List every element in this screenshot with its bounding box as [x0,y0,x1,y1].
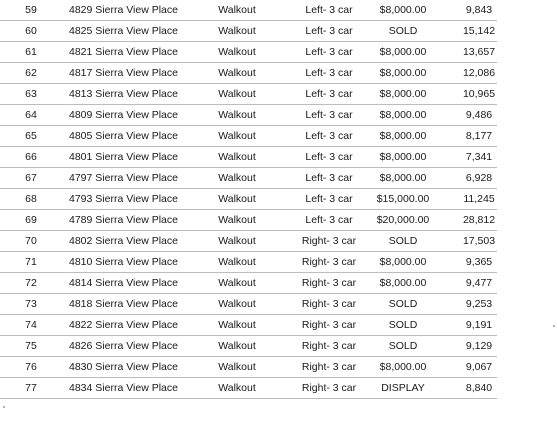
garage-orientation: Right- 3 car [301,235,357,247]
lot-address: 4817 Sierra View Place [69,67,178,79]
lot-type: Walkout [218,46,256,58]
lot-number: 64 [25,109,37,121]
scan-speck [3,406,5,408]
garage-orientation: Right- 3 car [301,382,357,394]
lot-price: DISPLAY [381,382,425,394]
table-row [0,126,497,147]
table-row [0,294,497,315]
scan-speck [553,325,555,327]
table-row [0,84,497,105]
lot-price: $8,000.00 [379,88,427,100]
lot-address: 4813 Sierra View Place [69,88,178,100]
lot-size: 13,657 [462,46,496,58]
garage-orientation: Left- 3 car [305,214,353,226]
lot-price: SOLD [388,319,418,331]
lot-price: $8,000.00 [379,277,427,289]
lot-type: Walkout [218,130,256,142]
lot-type: Walkout [218,340,256,352]
lot-address: 4834 Sierra View Place [69,382,178,394]
lot-size: 10,965 [462,88,496,100]
lot-number: 74 [25,319,37,331]
lot-type: Walkout [218,172,256,184]
lot-size: 6,928 [465,172,493,184]
lot-number: 77 [25,382,37,394]
lot-size: 9,486 [465,109,493,121]
garage-orientation: Left- 3 car [305,130,353,142]
lot-number: 73 [25,298,37,310]
lot-size: 17,503 [462,235,496,247]
lot-number: 70 [25,235,37,247]
lot-address: 4797 Sierra View Place [69,172,178,184]
table-row [0,231,497,252]
lot-type: Walkout [218,256,256,268]
table-row [0,252,497,273]
lot-price: $8,000.00 [379,151,427,163]
lot-address: 4801 Sierra View Place [69,151,178,163]
lot-type: Walkout [218,151,256,163]
lot-type: Walkout [218,382,256,394]
lot-address: 4802 Sierra View Place [69,235,178,247]
garage-orientation: Right- 3 car [301,298,357,310]
lot-address: 4830 Sierra View Place [69,361,178,373]
lot-address: 4810 Sierra View Place [69,256,178,268]
garage-orientation: Left- 3 car [305,193,353,205]
lot-size: 8,177 [465,130,493,142]
table-row [0,105,497,126]
lot-number: 75 [25,340,37,352]
lot-number: 66 [25,151,37,163]
garage-orientation: Left- 3 car [305,4,353,16]
lot-price: $8,000.00 [379,67,427,79]
lot-type: Walkout [218,277,256,289]
lot-price: $20,000.00 [376,214,430,226]
lot-address: 4818 Sierra View Place [69,298,178,310]
lot-size: 12,086 [462,67,496,79]
lot-price: $8,000.00 [379,130,427,142]
lot-address: 4822 Sierra View Place [69,319,178,331]
lot-address: 4809 Sierra View Place [69,109,178,121]
lot-price: $8,000.00 [379,4,427,16]
garage-orientation: Left- 3 car [305,46,353,58]
lot-price: SOLD [388,25,418,37]
lot-size: 15,142 [462,25,496,37]
table-row [0,42,497,63]
garage-orientation: Left- 3 car [305,151,353,163]
table-row [0,0,497,21]
lot-price: SOLD [388,235,418,247]
lot-type: Walkout [218,25,256,37]
garage-orientation: Right- 3 car [301,277,357,289]
lot-size: 9,477 [465,277,493,289]
lot-size: 9,067 [465,361,493,373]
lot-address: 4829 Sierra View Place [69,4,178,16]
lot-number: 72 [25,277,37,289]
garage-orientation: Left- 3 car [305,67,353,79]
table-row [0,210,497,231]
table-row [0,63,497,84]
lot-number: 69 [25,214,37,226]
lot-size: 8,840 [465,382,493,394]
lot-price: $8,000.00 [379,256,427,268]
lot-type: Walkout [218,67,256,79]
lot-type: Walkout [218,4,256,16]
garage-orientation: Right- 3 car [301,340,357,352]
lot-number: 62 [25,67,37,79]
garage-orientation: Right- 3 car [301,361,357,373]
lot-size: 9,253 [465,298,493,310]
table-row [0,147,497,168]
lot-number: 59 [25,4,37,16]
lot-price: $8,000.00 [379,361,427,373]
garage-orientation: Left- 3 car [305,172,353,184]
lot-price: $8,000.00 [379,46,427,58]
lot-size: 28,812 [462,214,496,226]
lot-price: SOLD [388,298,418,310]
garage-orientation: Left- 3 car [305,88,353,100]
lot-price: $15,000.00 [376,193,430,205]
lot-size: 9,129 [465,340,493,352]
garage-orientation: Left- 3 car [305,25,353,37]
lot-address: 4825 Sierra View Place [69,25,178,37]
garage-orientation: Left- 3 car [305,109,353,121]
lot-size: 9,365 [465,256,493,268]
table-row [0,315,497,336]
lot-type: Walkout [218,193,256,205]
lot-type: Walkout [218,214,256,226]
lot-price: SOLD [388,340,418,352]
lot-number: 63 [25,88,37,100]
lot-address: 4821 Sierra View Place [69,46,178,58]
lot-number: 60 [25,25,37,37]
table-row [0,21,497,42]
lot-address: 4793 Sierra View Place [69,193,178,205]
lot-type: Walkout [218,109,256,121]
lot-type: Walkout [218,88,256,100]
lot-type: Walkout [218,361,256,373]
garage-orientation: Right- 3 car [301,319,357,331]
lot-type: Walkout [218,319,256,331]
lot-number: 65 [25,130,37,142]
lot-size: 7,341 [465,151,493,163]
lot-price: $8,000.00 [379,109,427,121]
lot-number: 76 [25,361,37,373]
table-row [0,273,497,294]
lot-number: 68 [25,193,37,205]
lot-number: 61 [25,46,37,58]
lot-address: 4789 Sierra View Place [69,214,178,226]
lot-size: 9,843 [465,4,493,16]
lot-address: 4805 Sierra View Place [69,130,178,142]
lot-size: 11,245 [463,193,495,205]
table-row [0,357,497,378]
lot-size: 9,191 [465,319,493,331]
lot-address: 4826 Sierra View Place [69,340,178,352]
lot-type: Walkout [218,298,256,310]
table-row [0,168,497,189]
lot-number: 71 [25,256,37,268]
garage-orientation: Right- 3 car [301,256,357,268]
table-row [0,378,497,399]
lot-number: 67 [25,172,37,184]
table-row [0,189,497,210]
table-row [0,336,497,357]
lot-type: Walkout [218,235,256,247]
lot-address: 4814 Sierra View Place [69,277,178,289]
lot-price: $8,000.00 [379,172,427,184]
